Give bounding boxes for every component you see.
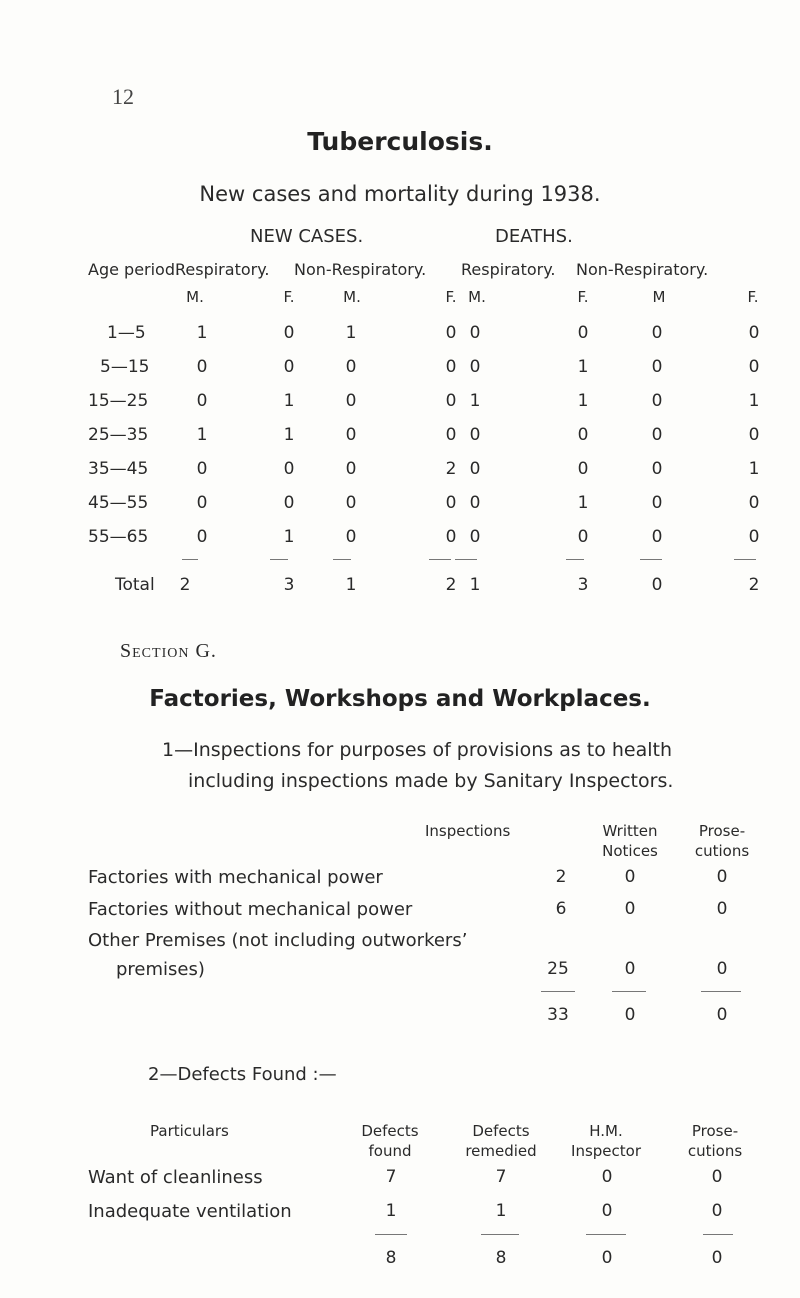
defects-total-cell: 8 xyxy=(385,1248,397,1268)
inspection-row-label: Factories without mechanical power xyxy=(88,899,413,920)
total-rule xyxy=(734,559,756,560)
inspection-total-cell: 0 xyxy=(716,1005,728,1025)
defects-cell: 7 xyxy=(495,1167,507,1187)
tb-total-cell: 0 xyxy=(651,575,663,595)
inspection-cell: 0 xyxy=(716,959,728,979)
total-rule xyxy=(481,1234,519,1235)
tb-cell: 1 xyxy=(196,425,208,445)
section-heading: Section G. xyxy=(120,640,217,662)
tb-cell: 0 xyxy=(196,357,208,377)
tb-cell: 1 xyxy=(283,425,295,445)
tb-total-label: Total xyxy=(115,575,155,595)
inspection-cell: 0 xyxy=(716,899,728,919)
tb-total-cell: 1 xyxy=(345,575,357,595)
inspection-cell: 0 xyxy=(624,959,636,979)
tb-cell: 0 xyxy=(748,527,760,547)
tb-cell: 0 xyxy=(445,323,457,343)
inspection-cell: 0 xyxy=(624,899,636,919)
tb-sex-header: M xyxy=(652,288,666,306)
tb-cell: 0 xyxy=(283,357,295,377)
tb-group-deaths: DEATHS. xyxy=(495,226,573,247)
tb-cell: 0 xyxy=(345,357,357,377)
tb-cell: 1 xyxy=(577,357,589,377)
tb-cell: 0 xyxy=(469,425,481,445)
inspection-cell: 25 xyxy=(547,959,569,979)
intro-line-1: 1—Inspections for purposes of provisions as to health xyxy=(162,739,673,761)
tb-cell: 0 xyxy=(748,493,760,513)
defects-cell: 1 xyxy=(385,1201,397,1221)
tb-cell: 0 xyxy=(196,391,208,411)
tb-cell: 0 xyxy=(196,459,208,479)
tb-total-cell: 1 xyxy=(469,575,481,595)
defects-cell: 0 xyxy=(711,1201,723,1221)
tb-cell: 0 xyxy=(651,527,663,547)
tb-cell: 0 xyxy=(469,459,481,479)
tb-total-cell: 3 xyxy=(283,575,295,595)
tb-col-nonresp-deaths: Non-Respiratory. xyxy=(576,260,709,279)
tb-cell: 0 xyxy=(577,527,589,547)
inspection-total-cell: 0 xyxy=(624,1005,636,1025)
tb-cell: 0 xyxy=(748,357,760,377)
tb-cell: 0 xyxy=(577,425,589,445)
tb-col-age: Age period. xyxy=(88,260,181,279)
tb-sex-header: F. xyxy=(577,288,589,306)
tb-sex-header: F. xyxy=(283,288,295,306)
defects-total-cell: 8 xyxy=(495,1248,507,1268)
tb-cell: 0 xyxy=(196,527,208,547)
total-rule xyxy=(429,559,451,560)
tb-sex-header: M. xyxy=(186,288,204,306)
tb-cell: 0 xyxy=(748,425,760,445)
tb-col-resp-deaths: Respiratory. xyxy=(461,260,556,279)
tb-cell: 0 xyxy=(283,493,295,513)
tb-cell: 2 xyxy=(445,459,457,479)
tb-title: Tuberculosis. xyxy=(307,127,493,156)
total-rule xyxy=(640,559,662,560)
tb-cell: 1 xyxy=(196,323,208,343)
tb-cell: 1 xyxy=(748,459,760,479)
defects-cell: 0 xyxy=(711,1167,723,1187)
tb-cell: 0 xyxy=(748,323,760,343)
total-rule xyxy=(541,991,575,992)
tb-cell: 0 xyxy=(345,391,357,411)
inspection-cell: 6 xyxy=(555,899,567,919)
page-number: 12 xyxy=(112,84,134,109)
tb-cell: 0 xyxy=(445,357,457,377)
defects-total-cell: 0 xyxy=(601,1248,613,1268)
tb-cell: 0 xyxy=(577,323,589,343)
tb-cell: 0 xyxy=(577,459,589,479)
tb-col-resp-new: Respiratory. xyxy=(175,260,270,279)
defects-total-cell: 0 xyxy=(711,1248,723,1268)
tb-cell: 0 xyxy=(651,357,663,377)
tb-cell: 0 xyxy=(345,493,357,513)
col-hm-inspector: H.M. xyxy=(589,1122,623,1140)
tb-cell: 0 xyxy=(283,459,295,479)
inspection-cell: 0 xyxy=(716,867,728,887)
tb-cell: 1 xyxy=(577,493,589,513)
tb-cell: 0 xyxy=(445,527,457,547)
tb-subtitle: New cases and mortality during 1938. xyxy=(199,182,601,206)
inspection-row-label: Factories with mechanical power xyxy=(88,867,383,888)
defects-cell: 0 xyxy=(601,1167,613,1187)
tb-cell: 0 xyxy=(345,425,357,445)
tb-cell: 0 xyxy=(651,323,663,343)
tb-cell: 0 xyxy=(445,425,457,445)
tb-total-cell: 2 xyxy=(748,575,760,595)
col-defects-found: Defects xyxy=(361,1122,419,1140)
tb-age-label: 5—15 xyxy=(100,357,150,377)
tb-sex-header: M. xyxy=(468,288,486,306)
defects-row-label: Want of cleanliness xyxy=(88,1167,263,1188)
tb-sex-header: F. xyxy=(445,288,457,306)
total-rule xyxy=(455,559,477,560)
inspection-total-cell: 33 xyxy=(547,1005,569,1025)
section-title: Factories, Workshops and Workplaces. xyxy=(149,686,651,712)
tb-cell: 0 xyxy=(469,527,481,547)
tb-cell: 1 xyxy=(345,323,357,343)
col-prosecutions: Prose- xyxy=(691,1122,739,1140)
total-rule xyxy=(703,1234,733,1235)
defects-cell: 7 xyxy=(385,1167,397,1187)
tb-age-label: 1—5 xyxy=(107,323,146,343)
tb-total-cell: 3 xyxy=(577,575,589,595)
tb-cell: 0 xyxy=(283,323,295,343)
tb-cell: 0 xyxy=(651,391,663,411)
tb-cell: 0 xyxy=(469,323,481,343)
tb-cell: 0 xyxy=(196,493,208,513)
tb-total-cell: 2 xyxy=(445,575,457,595)
total-rule xyxy=(612,991,646,992)
tb-cell: 0 xyxy=(445,493,457,513)
defects-cell: 0 xyxy=(601,1201,613,1221)
tb-cell: 0 xyxy=(651,459,663,479)
tb-group-new-cases: NEW CASES. xyxy=(250,226,364,247)
tb-total-cell: 2 xyxy=(179,575,191,595)
tb-age-label: 45—55 xyxy=(88,493,149,513)
col-defects-found: found xyxy=(368,1142,412,1160)
col-prosecutions: Prose- xyxy=(698,822,746,840)
total-rule xyxy=(701,991,741,992)
tb-sex-header: M. xyxy=(343,288,361,306)
inspection-row-label: premises) xyxy=(116,959,205,980)
tb-cell: 0 xyxy=(651,493,663,513)
tb-cell: 0 xyxy=(469,493,481,513)
tb-cell: 1 xyxy=(748,391,760,411)
tb-cell: 1 xyxy=(283,527,295,547)
col-defects-remedied: Defects xyxy=(472,1122,530,1140)
total-rule xyxy=(333,559,351,560)
tb-col-nonresp-new: Non-Respiratory. xyxy=(294,260,427,279)
col-hm-inspector: Inspector xyxy=(571,1142,641,1160)
col-written-notices: Notices xyxy=(602,842,658,860)
total-rule xyxy=(270,559,288,560)
total-rule xyxy=(586,1234,626,1235)
defects-row-label: Inadequate ventilation xyxy=(88,1201,292,1222)
intro-line-2: including inspections made by Sanitary Inspectors. xyxy=(188,770,674,792)
col-particulars: Particulars xyxy=(150,1122,229,1140)
col-written-notices: Written xyxy=(602,822,658,840)
tb-cell: 0 xyxy=(445,391,457,411)
tb-cell: 1 xyxy=(469,391,481,411)
tb-sex-header: F. xyxy=(747,288,759,306)
tb-cell: 0 xyxy=(651,425,663,445)
col-prosecutions: cutions xyxy=(694,842,750,860)
tb-cell: 1 xyxy=(283,391,295,411)
inspection-cell: 0 xyxy=(624,867,636,887)
total-rule xyxy=(566,559,584,560)
tb-age-label: 15—25 xyxy=(88,391,149,411)
col-defects-remedied: remedied xyxy=(465,1142,537,1160)
tb-cell: 1 xyxy=(577,391,589,411)
defects-heading: 2—Defects Found :— xyxy=(148,1064,337,1085)
tb-age-label: 25—35 xyxy=(88,425,149,445)
tb-age-label: 55—65 xyxy=(88,527,149,547)
tb-cell: 0 xyxy=(345,459,357,479)
col-inspections: Inspections xyxy=(425,822,511,840)
defects-cell: 1 xyxy=(495,1201,507,1221)
total-rule xyxy=(375,1234,407,1235)
inspection-cell: 2 xyxy=(555,867,567,887)
col-prosecutions: cutions xyxy=(687,1142,743,1160)
tb-age-label: 35—45 xyxy=(88,459,149,479)
tb-cell: 0 xyxy=(345,527,357,547)
tb-cell: 0 xyxy=(469,357,481,377)
total-rule xyxy=(182,559,198,560)
inspection-row-label: Other Premises (not including outworkers’ xyxy=(88,930,468,951)
